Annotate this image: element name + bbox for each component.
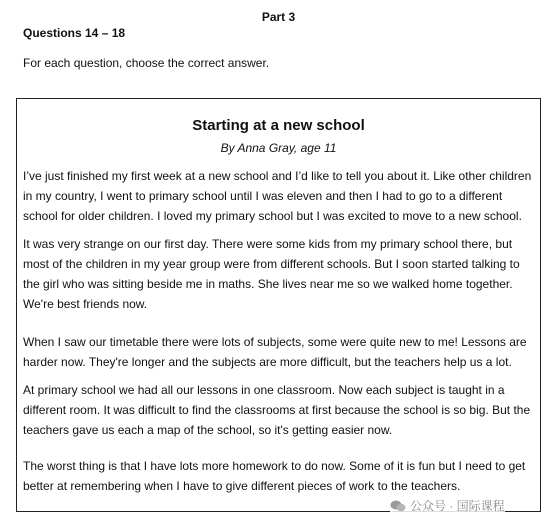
watermark-text: 公众号 · 国际课程 (410, 499, 505, 513)
article-box (16, 98, 541, 512)
article-paragraph: The worst thing is that I have lots more homework to do now. Some of it is fun but I need to get better at remembering when I have to give different pieces of work to the teachers. (23, 459, 526, 493)
article-title: Starting at a new school (192, 117, 365, 134)
wechat-icon (390, 499, 406, 513)
article-paragraph: When I saw our timetable there were lots of subjects, some were quite new to me! Lessons are harder now. They're longer and the subjects are more difficult, but the teachers help us a lot. (23, 335, 527, 369)
questions-heading: Questions 14 – 18 (23, 26, 126, 40)
instructions: For each question, choose the correct answer. (23, 56, 270, 70)
article-byline: By Anna Gray, age 11 (220, 141, 337, 155)
article-paragraph: I’ve just finished my first week at a new school and I’d like to tell you about it. Like other children in my country, I went to primary school until I was eleven and then I had to go to a different school for older children. I loved my primary school but I was excited to move to a new school. (23, 169, 532, 223)
watermark (390, 497, 505, 514)
article-paragraph: It was very strange on our first day. There were some kids from my primary school there, but most of the children in my year group were from different schools. But I soon started talking to the girl who was sitting beside me in maths. She lives near me so we walked home together. We're best friends now. (23, 237, 520, 311)
part-heading: Part 3 (261, 10, 296, 24)
article-paragraph: At primary school we had all our lessons in one classroom. Now each subject is taught in a different room. It was difficult to find the classrooms at first because the school is so big. But the teachers gave us each a map of the school, so it's getting easier now. (23, 383, 531, 437)
